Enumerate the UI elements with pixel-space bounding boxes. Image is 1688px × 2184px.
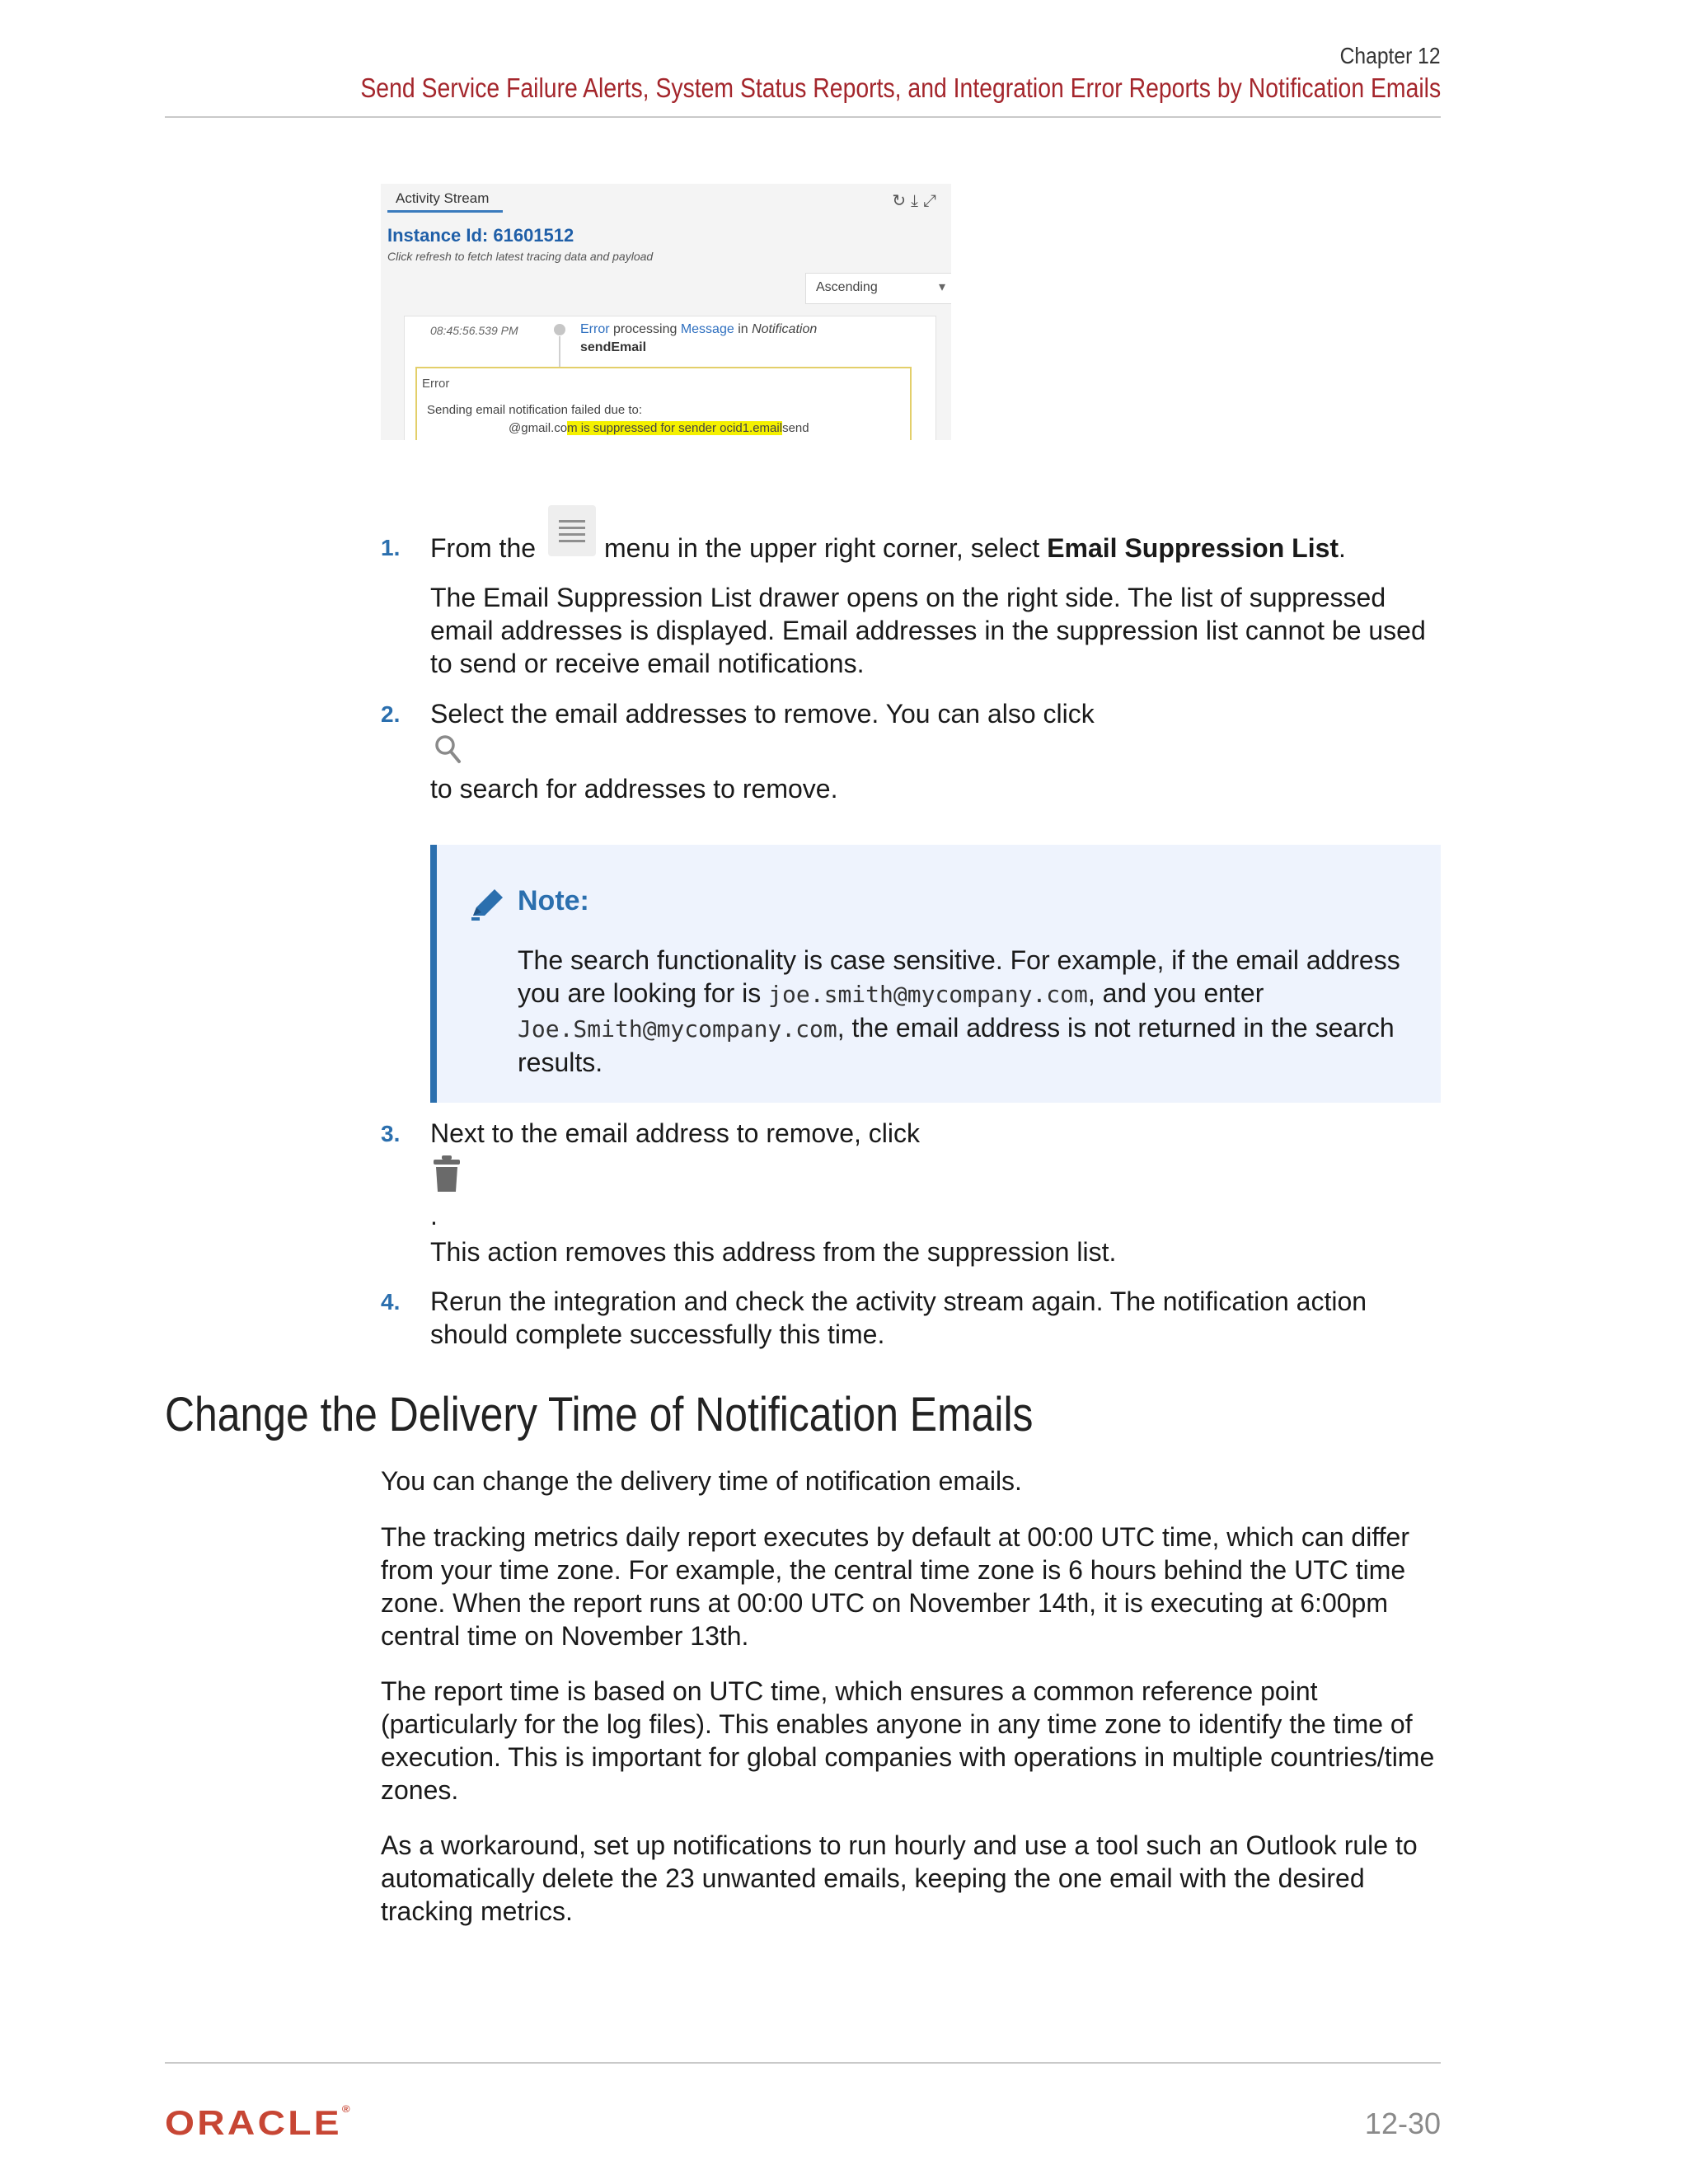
footer-divider: [165, 2062, 1441, 2064]
chapter-label: Chapter 12: [1340, 43, 1441, 68]
section-heading: Change the Delivery Time of Notification Emails: [165, 1388, 1034, 1441]
step-2-number: 2.: [381, 701, 401, 727]
email-suppression-list-label: Email Suppression List: [1047, 533, 1339, 563]
header-divider: [165, 116, 1441, 118]
activity-message: Error processing Message in Notification: [580, 322, 818, 336]
step-1-number: 1.: [381, 535, 401, 560]
activity-time: 08:45:56.539 PM: [430, 324, 518, 337]
pencil-icon: [468, 884, 508, 924]
chapter-title: Send Service Failure Alerts, System Status Reports, and Integration Error Reports by Notification Emails: [360, 73, 1441, 103]
activity-stream-tab: Activity Stream: [396, 190, 490, 206]
tab-underline: [387, 210, 503, 213]
example-email-lower: joe.smith@mycompany.com: [768, 981, 1088, 1008]
step-1-paragraph: The Email Suppression List drawer opens on the right side. The list of suppressed email addresses is displayed. Email addresses in the suppression list cannot be used to send or receive email notifications.: [430, 583, 1426, 678]
step-2-text-a: Select the email addresses to remove. You can also click: [430, 699, 1095, 729]
activity-action: sendEmail: [580, 340, 647, 354]
section-paragraph-3: The report time is based on UTC time, which ensures a common reference point (particularly for the log files). This enables anyone in any time zone to identify the time of execution. This is important for global companies with operations in multiple countries/time zones.: [381, 1676, 1435, 1805]
section-paragraph-2: The tracking metrics daily report executes by default at 00:00 UTC time, which can differ from your time zone. For example, the central time zone is 6 hours behind the UTC time zone. When the report runs at 00:00 UTC on November 14th, it is executing at 6:00pm central time on November 13th.: [381, 1522, 1409, 1651]
refresh-icon: ↻: [892, 192, 912, 210]
sort-value: Ascending: [816, 280, 878, 294]
section-paragraph-4: As a workaround, set up notifications to run hourly and use a tool such an Outlook rule to automatically delete the 23 unwanted emails, keeping the one email with the desired tracking metrics.: [381, 1830, 1418, 1926]
step-2-text-b: to search for addresses to remove.: [430, 774, 838, 804]
sort-select: [805, 273, 951, 304]
toolbar-icons: [892, 190, 941, 211]
step-4-number: 4.: [381, 1289, 401, 1315]
note-text: The search functionality is case sensitive. For example, if the email address you are looking for is joe.smith@mycompany.com, and you enter Joe.Smith@mycompany.com, the email address is not returned in the search results.: [518, 945, 1400, 1077]
activity-stream-screenshot: [381, 184, 951, 440]
example-email-mixed: Joe.Smith@mycompany.com: [518, 1015, 837, 1043]
page-number: 12-30: [1364, 2107, 1441, 2140]
download-icon: ⤓: [911, 192, 923, 210]
oracle-logo: ORACLE®: [165, 2103, 350, 2142]
step-3-text-a: Next to the email address to remove, click: [430, 1118, 921, 1148]
step-1-text-a: From the: [430, 533, 537, 563]
step-3-dot: .: [430, 1201, 438, 1230]
error-label: Error: [422, 377, 450, 391]
trash-icon: [430, 1154, 463, 1193]
step-3-text-b: This action removes this address from the suppression list.: [430, 1237, 1117, 1267]
instance-id: Instance Id: 61601512: [387, 225, 574, 246]
step-4-text: Rerun the integration and check the activity stream again. The notification action should complete successfully this time.: [430, 1286, 1367, 1349]
timeline-dot: [554, 324, 565, 335]
error-detail: @gmail.com is suppressed for sender ocid1.emailsend: [509, 421, 809, 435]
step-3-number: 3.: [381, 1121, 401, 1146]
step-1-text-b: menu in the upper right corner, select Email Suppression List.: [604, 533, 1346, 563]
chevron-down-icon: ▾: [938, 280, 945, 294]
error-text: Sending email notification failed due to:: [427, 403, 643, 417]
instance-subtitle: Click refresh to fetch latest tracing data and payload: [387, 250, 654, 263]
expand-icon: ⤢: [923, 192, 941, 210]
note-title: Note:: [518, 885, 589, 916]
menu-icon: [548, 505, 596, 556]
section-paragraph-1: You can change the delivery time of notification emails.: [381, 1466, 1022, 1496]
search-icon: [434, 733, 463, 766]
